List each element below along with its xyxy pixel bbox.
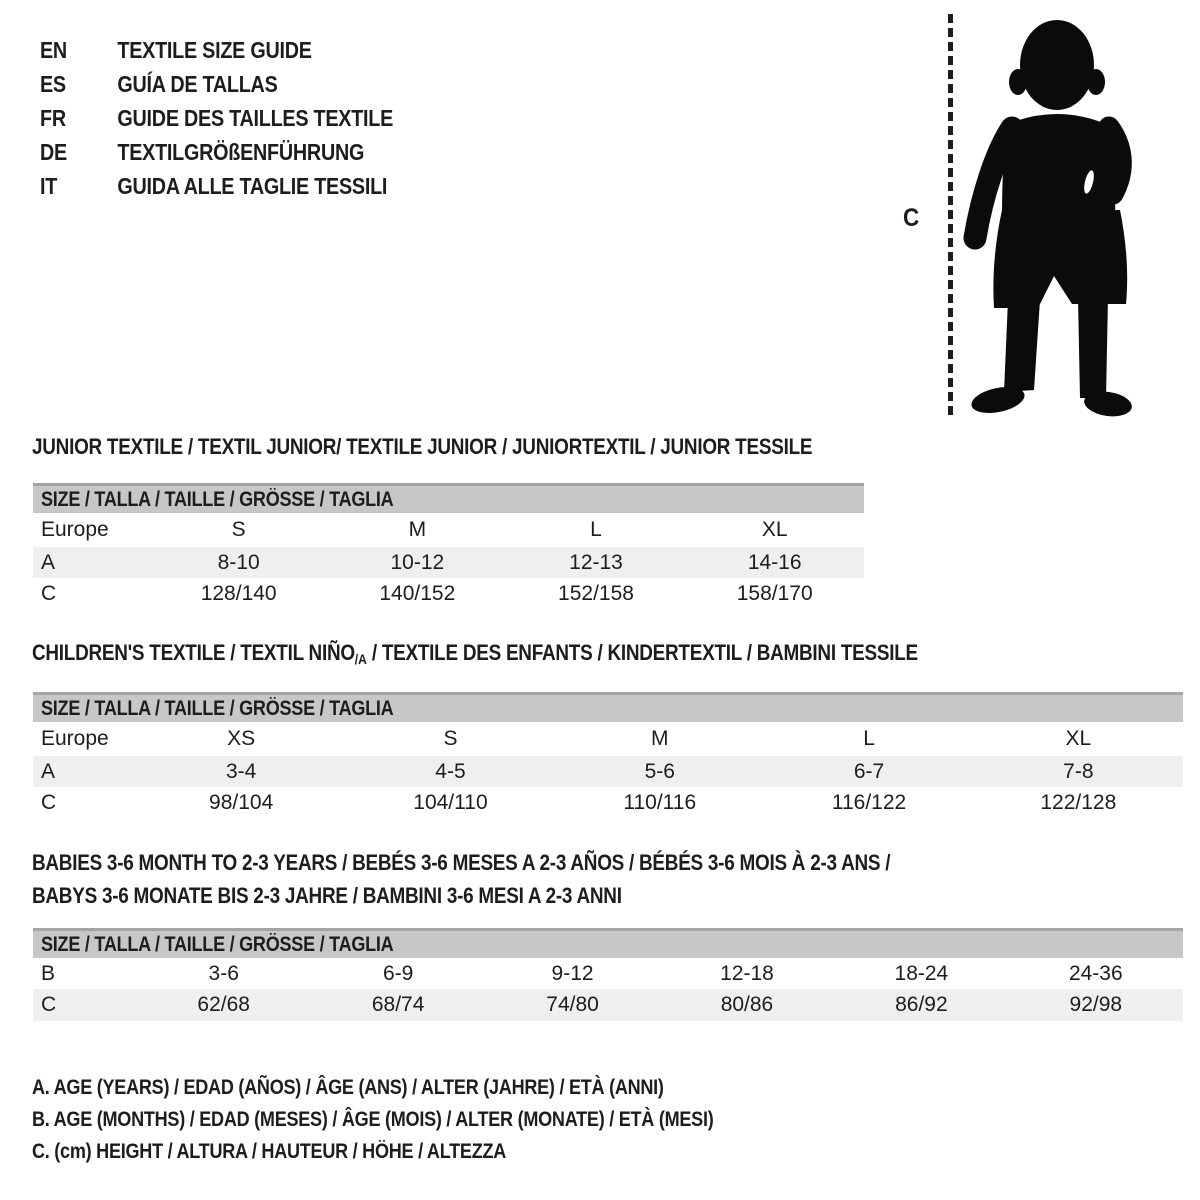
table-cell: 104/110: [413, 791, 488, 814]
row-label: A: [41, 550, 56, 574]
language-row-en: [40, 33, 393, 67]
table-cell: 128/140: [200, 582, 277, 605]
table-cell: 12-18: [720, 961, 774, 985]
babies-title-line2: BABYS 3-6 MONATE BIS 2-3 JAHRE / BAMBINI 3-6 MESI A 2-3 ANNI: [32, 883, 622, 908]
table-cell: 92/98: [1069, 993, 1123, 1016]
table-cell: XL: [761, 518, 788, 541]
table-cell: 152/158: [558, 582, 634, 605]
table-cell: S: [231, 518, 246, 541]
table-cell: L: [590, 518, 602, 541]
language-row-fr: [40, 101, 393, 135]
children-size-table: [33, 692, 1183, 819]
table-cell: M: [408, 518, 427, 541]
table-cell: 10-12: [390, 550, 445, 574]
table-cell: 8-10: [217, 550, 260, 574]
height-measure-label: C: [903, 204, 920, 232]
table-cell: 110/116: [623, 791, 697, 814]
table-cell: 24-36: [1068, 961, 1123, 985]
language-row-it: [40, 169, 393, 203]
table-row-europe: [33, 722, 1183, 756]
guide-title-es: GUÍA DE TALLAS: [117, 70, 278, 97]
language-title-list: [40, 33, 451, 203]
size-header-label: SIZE / TALLA / TAILLE / GRÖSSE / TAGLIA: [41, 696, 394, 720]
table-cell: 98/104: [209, 791, 274, 814]
table-cell: S: [443, 727, 458, 750]
table-cell: 3-6: [208, 961, 239, 985]
table-cell: 14-16: [747, 550, 802, 574]
measurement-legend: [32, 1072, 824, 1168]
table-cell: 4-5: [435, 759, 466, 783]
language-code: FR: [40, 104, 66, 131]
table-cell: 122/128: [1040, 791, 1117, 814]
guide-title-fr: GUIDE DES TAILLES TEXTILE: [117, 104, 394, 131]
size-header-bar: [33, 483, 864, 513]
language-code: ES: [40, 70, 66, 97]
children-title-main: CHILDREN'S TEXTILE / TEXTIL NIÑO: [32, 640, 355, 665]
language-row-de: [40, 135, 393, 169]
row-label: C: [41, 993, 57, 1016]
guide-title-it: GUIDA ALLE TAGLIE TESSILI: [117, 172, 388, 199]
language-code: DE: [40, 138, 67, 165]
table-cell: 6-9: [382, 961, 414, 985]
table-row-height: [33, 578, 864, 610]
children-title-rest: / TEXTILE DES ENFANTS / KINDERTEXTIL / BAMBINI TESSILE: [366, 640, 918, 665]
table-cell: 7-8: [1063, 759, 1094, 783]
table-row-age-months: [33, 958, 1183, 989]
language-row-es: [40, 67, 393, 101]
table-cell: XL: [1065, 727, 1092, 750]
table-cell: 12-13: [569, 550, 623, 574]
table-cell: 86/92: [895, 993, 948, 1016]
junior-section-title: [32, 434, 939, 460]
babies-section-title: [32, 846, 1030, 912]
size-header-label: SIZE / TALLA / TAILLE / GRÖSSE / TAGLIA: [41, 932, 394, 956]
table-row-height: [33, 989, 1183, 1021]
table-row-height: [33, 787, 1183, 819]
row-label: Europe: [41, 727, 109, 750]
table-cell: 9-12: [551, 961, 594, 985]
table-cell: 68/74: [371, 993, 425, 1016]
size-header-bar: [33, 928, 1183, 958]
size-header-bar: [33, 692, 1183, 722]
babies-title-line1: BABIES 3-6 MONTH TO 2-3 YEARS / BEBÉS 3-6 MESES A 2-3 AÑOS / BÉBÉS 3-6 MOIS À 2-3 ANS /: [32, 850, 891, 875]
language-code: IT: [40, 172, 58, 199]
children-title-subscript: /A: [354, 651, 367, 667]
table-cell: 80/86: [720, 993, 774, 1016]
babies-size-table: [33, 928, 1183, 1021]
children-title-text: [32, 640, 918, 666]
children-section-title: [32, 640, 1062, 666]
junior-title-text: JUNIOR TEXTILE / TEXTIL JUNIOR/ TEXTILE JUNIOR / JUNIORTEXTIL / JUNIOR TESSILE: [32, 434, 813, 459]
table-cell: 116/122: [831, 791, 907, 814]
row-label: C: [41, 791, 57, 814]
legend-line-b: B. AGE (MONTHS) / EDAD (MESES) / ÂGE (MOIS) / ALTER (MONATE) / ETÀ (MESI): [32, 1108, 714, 1131]
legend-line-c: C. (cm) HEIGHT / ALTURA / HAUTEUR / HÖHE / ALTEZZA: [32, 1140, 507, 1163]
table-cell: 62/68: [197, 993, 250, 1016]
junior-size-table: [33, 483, 864, 610]
row-label: C: [41, 582, 57, 605]
table-row-age: [33, 547, 864, 578]
size-header-label: SIZE / TALLA / TAILLE / GRÖSSE / TAGLIA: [41, 487, 394, 511]
table-row-age: [33, 756, 1183, 787]
toddler-silhouette-icon: [962, 10, 1138, 424]
table-row-europe: [33, 513, 864, 547]
guide-title-de: TEXTILGRÖßENFÜHRUNG: [117, 138, 365, 165]
table-cell: 6-7: [853, 759, 885, 783]
table-cell: XS: [227, 727, 256, 750]
row-label: Europe: [41, 518, 109, 541]
row-label: A: [41, 759, 56, 783]
table-cell: M: [650, 727, 669, 750]
table-cell: 3-4: [225, 759, 257, 783]
table-cell: 158/170: [736, 582, 813, 605]
table-cell: 18-24: [894, 961, 949, 985]
language-code: EN: [40, 36, 67, 63]
row-label: B: [41, 961, 56, 985]
guide-title-en: TEXTILE SIZE GUIDE: [117, 36, 312, 63]
table-cell: 74/80: [546, 993, 599, 1016]
table-cell: 5-6: [644, 759, 675, 783]
height-dashed-line: [948, 14, 953, 416]
legend-line-a: A. AGE (YEARS) / EDAD (AÑOS) / ÂGE (ANS) / ALTER (JAHRE) / ETÀ (ANNI): [32, 1076, 664, 1099]
table-cell: 140/152: [379, 582, 456, 605]
table-cell: L: [863, 727, 875, 750]
